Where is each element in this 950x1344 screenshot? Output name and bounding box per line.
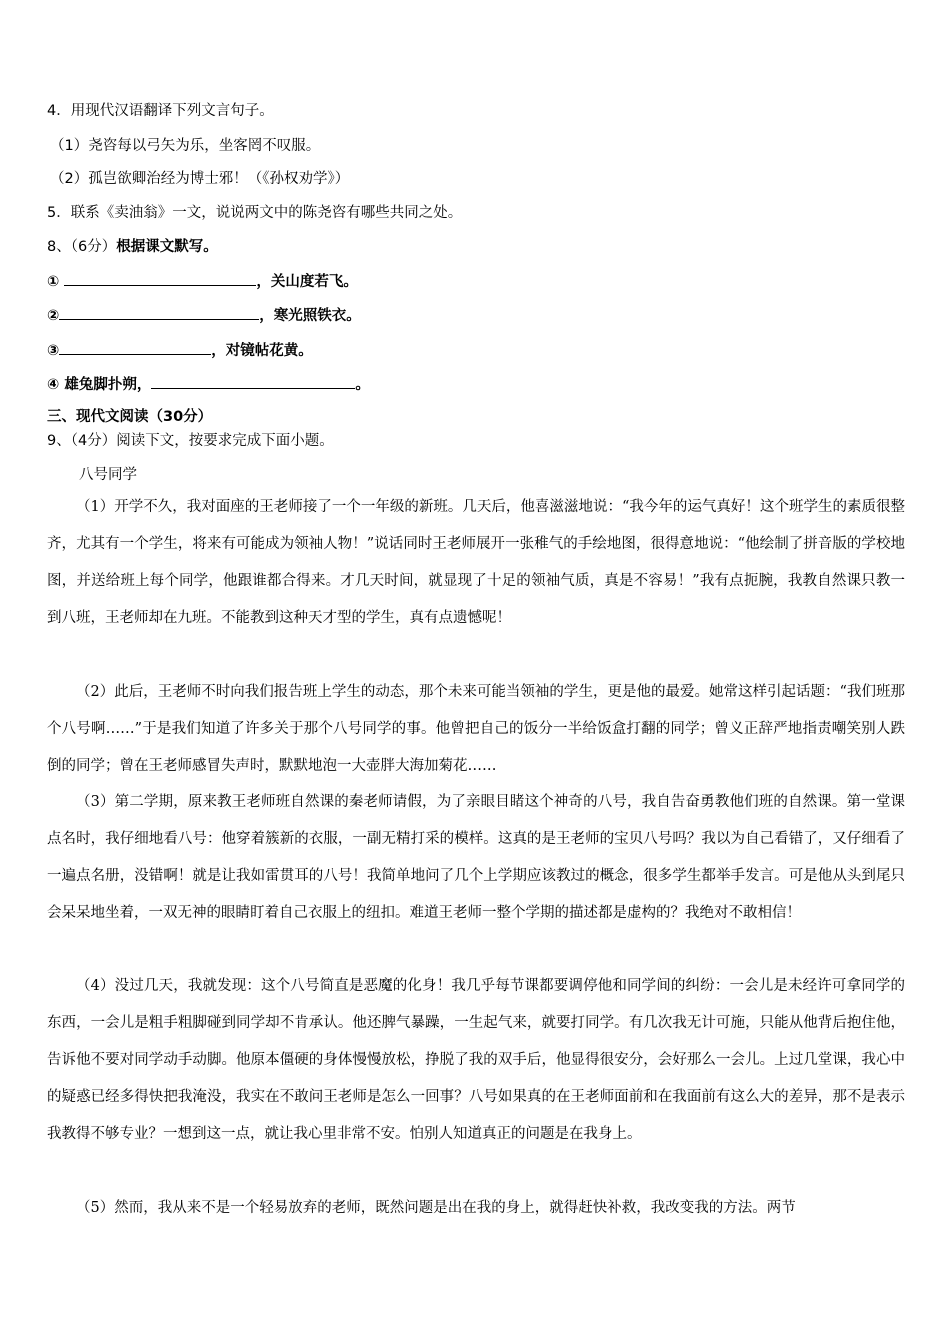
- q8-line-2: [47, 305, 361, 326]
- q8-line-3-mark: ③: [47, 343, 60, 359]
- q8-line-1-text: ，关山度若飞。: [256, 274, 358, 290]
- q8-line-1-mark: ①: [47, 274, 60, 290]
- article-title: 八号同学: [79, 467, 137, 483]
- q9-stem: 9、（4分）阅读下文，按要求完成下面小题。: [47, 433, 334, 449]
- article-paragraph-1: （1）开学不久，我对面座的王老师接了一个一年级的新班。几天后，他喜滋滋地说：“我今年的运气真好！这个班学生的素质很整齐，尤其有一个学生，将来有可能成为领袖人物！”说话同时王老师展开一张稚气的手绘地图，很得意地说：“他绘制了拼音版的学校地图，并送给班上每个同学，他跟谁都合得来。才几天时间，就显现了十足的领袖气质，真是不容易！”我有点扼腕，我教自然课只教一到八班，王老师却在九班。不能教到这种天才型的学生，真有点遗憾呢！: [47, 499, 905, 626]
- q8-line-4-before: 雄兔脚扑朔，: [64, 377, 152, 393]
- q8-line-2-text: ，寒光照铁衣。: [259, 308, 361, 324]
- q8-line-3: [47, 340, 313, 361]
- q5-stem: 5．联系《卖油翁》一文，说说两文中的陈尧咨有哪些共同之处。: [47, 205, 463, 221]
- q8-line-1-blank[interactable]: [64, 271, 256, 286]
- q8-line-4-blank[interactable]: [151, 374, 355, 389]
- article-paragraph-3: （3）第二学期，原来教王老师班自然课的秦老师请假，为了亲眼目睹这个神奇的八号，我自告奋勇教他们班的自然课。第一堂课点名时，我仔细地看八号：他穿着簇新的衣服，一副无精打采的模样。这真的是王老师的宝贝八号吗？我以为自己看错了，又仔细看了一遍点名册，没错啊！就是让我如雷贯耳的八号！我简单地问了几个上学期应该教过的概念，很多学生都举手发言。可是他从头到尾只会呆呆地坐着，一双无神的眼睛盯着自己衣服上的纽扣。难道王老师一整个学期的描述都是虚构的？我绝对不敢相信！: [47, 794, 905, 921]
- q8-line-2-mark: ②: [47, 308, 60, 324]
- article-paragraph-4: （4）没过几天，我就发现：这个八号简直是恶魔的化身！我几乎每节课都要调停他和同学间的纠纷：一会儿是未经许可拿同学的东西，一会儿是粗手粗脚碰到同学却不肯承认。他还脾气暴躁，一生起气来，就要打同学。有几次我无计可施，只能从他背后抱住他，告诉他不要对同学动手动脚。他原本僵硬的身体慢慢放松，挣脱了我的双手后，他显得很安分，会好那么一会儿。上过几堂课，我心中的疑惑已经多得快把我淹没，我实在不敢问王老师是怎么一回事？八号如果真的在王老师面前和在我面前有这么大的差异，那不是表示我教得不够专业？一想到这一点，就让我心里非常不安。怕别人知道真正的问题是在我身上。: [47, 978, 905, 1142]
- q8-line-1: [47, 271, 358, 292]
- article-paragraph-5: （5）然而，我从来不是一个轻易放弃的老师，既然问题是出在我的身上，就得赶快补救，我改变我的方法。两节: [76, 1200, 796, 1216]
- q8-line-4-mark: ④: [47, 377, 60, 393]
- q8-line-3-blank[interactable]: [59, 340, 211, 355]
- q4-item-2: （2）孤岂欲卿治经为博士邪！（《孙权劝学》）: [50, 171, 350, 187]
- q4-item-1: （1）尧咨每以弓矢为乐，坐客罔不叹服。: [50, 138, 321, 154]
- q8-line-2-blank[interactable]: [59, 305, 259, 320]
- q8-line-4-text: 。: [355, 377, 370, 393]
- q8-header: [47, 237, 218, 257]
- q4-stem: 4．用现代汉语翻译下列文言句子。: [47, 103, 274, 119]
- q8-line-4: [47, 374, 370, 395]
- q8-prefix: 8、（6分）: [47, 239, 117, 255]
- article-paragraph-2: （2）此后，王老师不时向我们报告班上学生的动态，那个未来可能当领袖的学生，更是他的最爱。她常这样引起话题：“我们班那个八号啊……”于是我们知道了许多关于那个八号同学的事。他曾把自己的饭分一半给饭盒打翻的同学；曾义正辞严地指责嘲笑别人跌倒的同学；曾在王老师感冒失声时，默默地泡一大壶胖大海加菊花……: [47, 684, 905, 774]
- section3-title: 三、现代文阅读（30分）: [47, 409, 213, 425]
- q8-title: 根据课文默写。: [116, 239, 218, 255]
- q8-line-3-text: ，对镜帖花黄。: [211, 343, 313, 359]
